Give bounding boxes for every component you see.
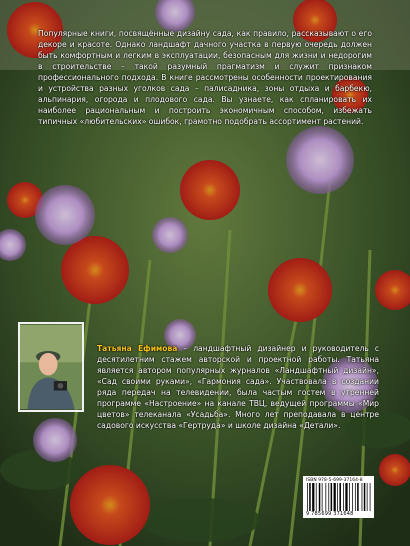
barcode-icon (306, 483, 371, 511)
barcode-label (303, 476, 374, 518)
author-photo (18, 322, 84, 412)
author-portrait-illustration (20, 324, 82, 410)
isbn-number: ISBN 978-5-699-37164-8 (306, 478, 363, 483)
author-bio-text: – ландшафтный дизайнер и руководитель с десятилетним стажем авторской и проектной работы. Татьяна является автором популярных журналов «Ландшафтный дизайн», «Сад своими руками», «Гармония сада». Участвовала в создании ряда передач на телевидении, была частым гостем в утренней программе «Настроение» на канале ТВЦ, ведущей программы «Мир цветов» телеканала «Усадьба». Много лет преподавала в центре садового искусства «Гертруда» и школе дизайна «Детали». (97, 344, 379, 430)
author-name: Татьяна Ефимова (97, 344, 178, 353)
book-description: Популярные книги, посвящённые дизайну сада, как правило, рассказывают о его декоре и красоте. Однако ландшафт дачного участка в первую очередь должен быть комфортным и легким в эксплуатации, безопасным для жизни и недорогим в строительстве – такой разумный прагматизм и служит признаком профессионального подхода. В книге рассмотрены особенности проектирования и устройства разных уголков сада – палисадника, зоны отдыха и барбекю, альпинария, огорода и плодового сада. Вы узнаете, как спланировать их наиболее рациональным и построить экономичным способом, избежать типичных «любительских» ошибок, грамотно подобрать ассортимент растений. (38, 29, 372, 126)
ean-digits: 9 785699 371648 (306, 511, 354, 517)
author-bio (97, 343, 379, 431)
